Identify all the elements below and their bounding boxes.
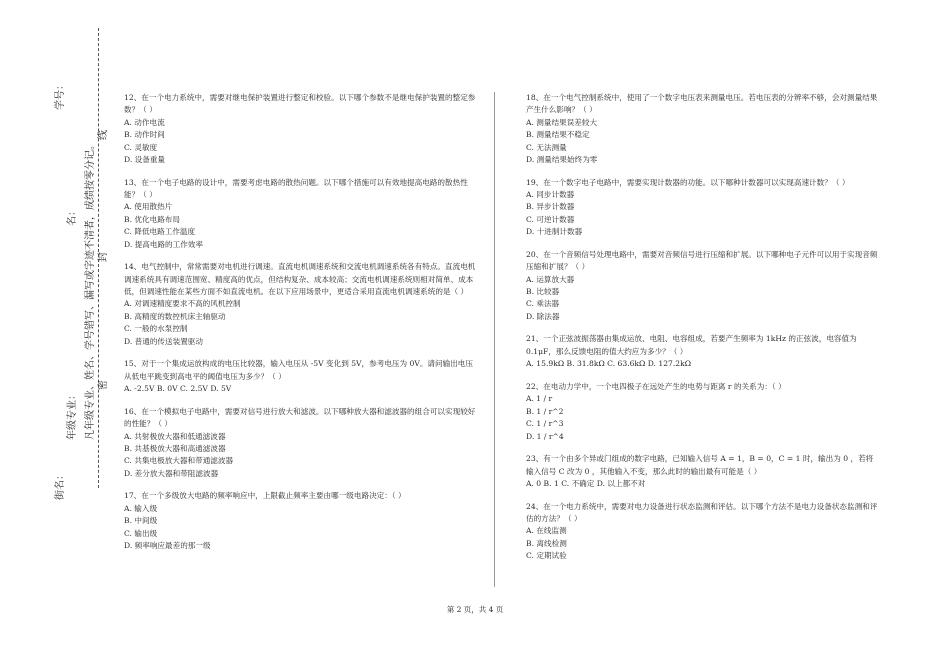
question-24 xyxy=(526,501,878,563)
question-stem: 20、在一个音频信号处理电路中，需要对音频信号进行压缩和扩展。以下哪种电子元件可以用于实现音频压缩和扩展？（ ） xyxy=(526,249,878,272)
question-stem: 16、在一个模拟电子电路中，需要对信号进行放大和滤波。以下哪种放大器和滤波器的组合可以实现较好的性能？（ ） xyxy=(124,406,476,429)
question-stem: 14、电气控制中，常常需要对电机进行调速。直流电机调速系统和交流电机调速系统各有特点。直流电机调速系统具有调速范围宽、精度高的优点，但结构复杂、成本较高；交流电机调速系统则相对简单、成本低，但调速性能在某些方面不如直流电机。在以下应用场景中，更适合采用直流电机调速系统的是（ ） xyxy=(124,262,476,297)
option: A. 同步计数器 xyxy=(526,190,575,200)
question-stem: 13、在一个电子电路的设计中，需要考虑电路的散热问题。以下哪个措施可以有效地提高电路的散热性能？（ ） xyxy=(124,177,468,200)
option: C. 无法测量 xyxy=(526,142,567,152)
option: A. 1 / r xyxy=(526,394,553,404)
option: B. 测量结果不稳定 xyxy=(526,130,590,140)
question-21 xyxy=(526,333,878,370)
option: D. 普通的传送装置驱动 xyxy=(124,336,203,346)
option: C. 定期试验 xyxy=(526,551,567,561)
cut-mark-line: 线 xyxy=(98,130,109,140)
option: D. 除法器 xyxy=(526,311,560,321)
option: C. 灵敏度 xyxy=(124,142,158,152)
option: D. 差分放大器和带阻滤波器 xyxy=(124,468,219,478)
question-stem: 15、对于一个集成运放构成的电压比较器，输入电压从 -5V 变化到 5V，参考电压为 0V。请问输出电压从低电平跳变到高电平的阈值电压为多少？（ ） xyxy=(124,359,473,381)
option: D. 设备重量 xyxy=(124,155,166,165)
question-17 xyxy=(124,490,476,552)
question-19 xyxy=(526,177,878,239)
binding-strip xyxy=(0,0,118,672)
inline-options: A. 15.9kΩ B. 31.8kΩ C. 63.6kΩ D. 127.2kΩ xyxy=(526,359,692,369)
option: D. 测量结果始终为零 xyxy=(526,155,598,165)
binding-notice: 凡年级专业、姓名、学号错写、漏写或字迹不清者，成绩按零分记。 xyxy=(85,140,96,440)
question-14 xyxy=(124,261,476,348)
option: D. 频率响应最差的那一级 xyxy=(124,540,211,550)
cut-mark-closed: 封 xyxy=(98,252,109,262)
option: A. 运算放大器 xyxy=(526,274,575,284)
option: A. 测量结果误差较大 xyxy=(526,117,598,127)
question-12 xyxy=(124,92,476,166)
option: C. 1 / r^3 xyxy=(526,419,564,429)
right-question-column xyxy=(526,92,878,573)
left-question-column xyxy=(124,92,476,563)
question-22 xyxy=(526,381,878,443)
question-stem: 17、在一个多级放大电路的频率响应中，上限截止频率主要由哪一级电路决定：（ ） xyxy=(124,491,406,501)
school-label: 街名： xyxy=(55,470,66,500)
option: B. 优化电路布局 xyxy=(124,214,180,224)
column-divider xyxy=(494,92,495,587)
question-stem: 24、在一个电力系统中，需要对电力设备进行状态监测和评估。以下哪个方法不是电力设备状态监测和评估的方法？（ ） xyxy=(526,501,878,523)
question-13 xyxy=(124,177,476,251)
option: C. 输出级 xyxy=(124,528,158,538)
option: A. 对调速精度要求不高的风机控制 xyxy=(124,299,241,309)
option: B. 高精度的数控机床主轴驱动 xyxy=(124,311,226,321)
option: B. 共基极放大器和高通滤波器 xyxy=(124,443,226,453)
question-16 xyxy=(124,406,476,480)
question-stem: 23、有一个由多个异或门组成的数字电路，已知输入信号 A = 1，B = 0，C = 1 时，输出为 0 ，若将输入信号 C 改为 0 ，其他输入不变，那么此时的输出最有可能是（ ） xyxy=(526,454,874,476)
option: C. 共集电极放大器和带通滤波器 xyxy=(124,456,234,466)
option: A. 在线监测 xyxy=(526,526,567,536)
question-stem: 18、在一个电气控制系统中，使用了一个数字电压表来测量电压。若电压表的分辨率不够，会对测量结果产生什么影响？（ ） xyxy=(526,93,878,115)
grade-major-label: 年级专业： xyxy=(67,390,78,440)
question-18 xyxy=(526,92,878,166)
option: D. 1 / r^4 xyxy=(526,431,564,441)
question-stem: 12、在一个电力系统中，需要对继电保护装置进行整定和校验。以下哪个参数不是继电保护装置的整定参数？（ ） xyxy=(124,93,476,115)
option: A. 动作电流 xyxy=(124,117,165,127)
option: B. 1 / r^2 xyxy=(526,406,564,416)
option: C. 降低电路工作温度 xyxy=(124,227,196,237)
option: A. 共射极放大器和低通滤波器 xyxy=(124,431,226,441)
question-20 xyxy=(526,249,878,323)
option: B. 动作时间 xyxy=(124,130,165,140)
cut-mark-seal: 密 xyxy=(98,380,109,390)
inline-options: A. -2.5V B. 0V C. 2.5V D. 5V xyxy=(124,384,232,394)
question-15 xyxy=(124,358,476,395)
option: A. 使用散热片 xyxy=(124,202,173,212)
option: B. 比较器 xyxy=(526,287,560,297)
option: A. 输入级 xyxy=(124,503,158,513)
inline-options: A. 0 B. 1 C. 不确定 D. 以上都不对 xyxy=(526,478,646,488)
question-stem: 22、在电动力学中，一个电四极子在远处产生的电势与距离 r 的关系为：（ ） xyxy=(526,381,786,391)
question-23 xyxy=(526,453,878,490)
option: B. 离线检测 xyxy=(526,538,567,548)
option: C. 一般的水泵控制 xyxy=(124,324,188,334)
question-stem: 19、在一个数字电子电路中，需要实现计数器的功能。以下哪种计数器可以实现高速计数？（ ） xyxy=(526,177,850,187)
question-stem: 21、一个正弦波振荡器由集成运放、电阻、电容组成，若要产生频率为 1kHz 的正弦波，电容值为 0.1μF，那么反馈电阻的值大约应为多少？（ ） xyxy=(526,334,857,356)
option: D. 十进制计数器 xyxy=(526,227,583,237)
student-id-label: 学号： xyxy=(55,80,66,110)
name-label: 名： xyxy=(67,206,78,226)
option: C. 乘法器 xyxy=(526,299,560,309)
option: C. 可逆计数器 xyxy=(526,214,575,224)
page-footer: 第 2 页，共 4 页 xyxy=(446,605,504,614)
option: D. 提高电路的工作效率 xyxy=(124,239,203,249)
option: B. 异步计数器 xyxy=(526,202,575,212)
option: B. 中间级 xyxy=(124,516,158,526)
